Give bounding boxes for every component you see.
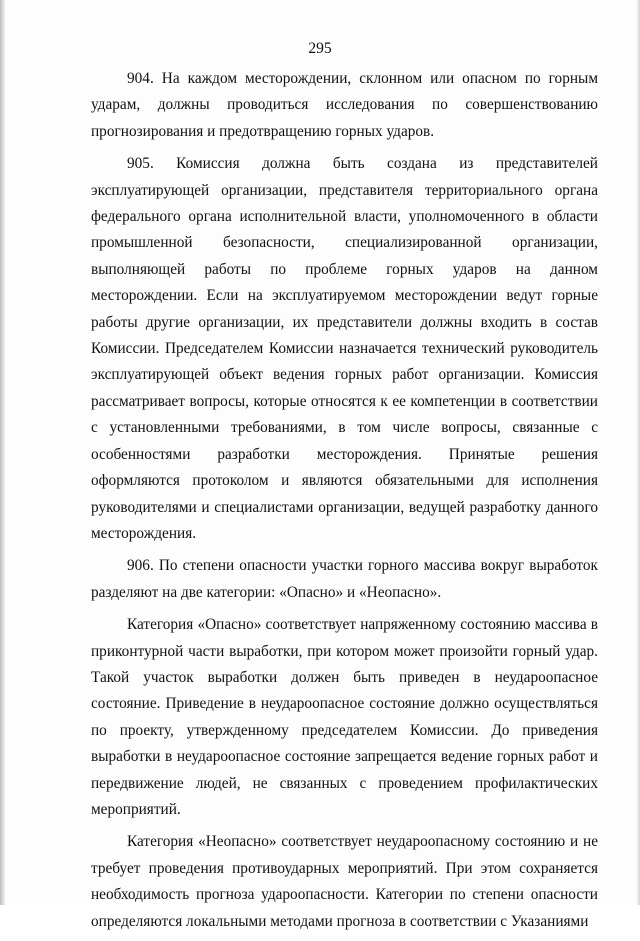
paragraph-category-safe: Категория «Неопасно» соответствует неудароопасному состоянию и не требует проведения противоударных мероприятий. При этом сохраняется необходимость прогноза удароопасности. Категории по степени опасности определяются локальными методами прогноза в соответствии с Указаниями [91, 833, 598, 930]
paragraph-category-dangerous: Категория «Опасно» соответствует напряженному состоянию массива в приконтурной части выработки, при котором может произойти горный удар. Такой участок выработки должен быть приведен в неудароопасное состояние. Приведение в неудароопасное состояние должно осуществляться по проекту, утвержденному председателем Комиссии. До приведения выработки в неудароопасное состояние запрещается ведение горных работ и передвижение людей, не связанных с проведением профилактических мероприятий. [91, 616, 598, 818]
page-number: 295 [308, 40, 332, 57]
paragraph-905: 905. Комиссия должна быть создана из представителей эксплуатирующей организации, представителя территориального органа федерального органа исполнительной власти, уполномоченного в области промышленной безопасности, специализированной организации, выполняющей работы по проблеме горных ударов на данном месторождении. Если на эксплуатируемом месторождении ведут горные работы другие организации, их представители должны входить в состав Комиссии. Председателем Комиссии назначается технический руководитель эксплуатирующей объект ведения горных работ организации. Комиссия рассматривает вопросы, которые относятся к ее компетенции в соответствии с установленными требованиями, в том числе вопросы, связанные с особенностями разработки месторождения. Принятые решения оформляются протоколом и являются обязательными для исполнения руководителями и специалистами организации, ведущей разработку данного месторождения. [91, 155, 598, 542]
scan-edge-left [0, 0, 6, 905]
scan-edge-right [636, 0, 640, 905]
document-body [91, 66, 598, 941]
paragraph-904: 904. На каждом месторождении, склонном или опасном по горным ударам, должны проводиться исследования по совершенствованию прогнозирования и предотвращению горных ударов. [91, 70, 598, 140]
paragraph-906: 906. По степени опасности участки горного массива вокруг выработок разделяют на две категории: «Опасно» и «Неопасно». [91, 557, 598, 601]
